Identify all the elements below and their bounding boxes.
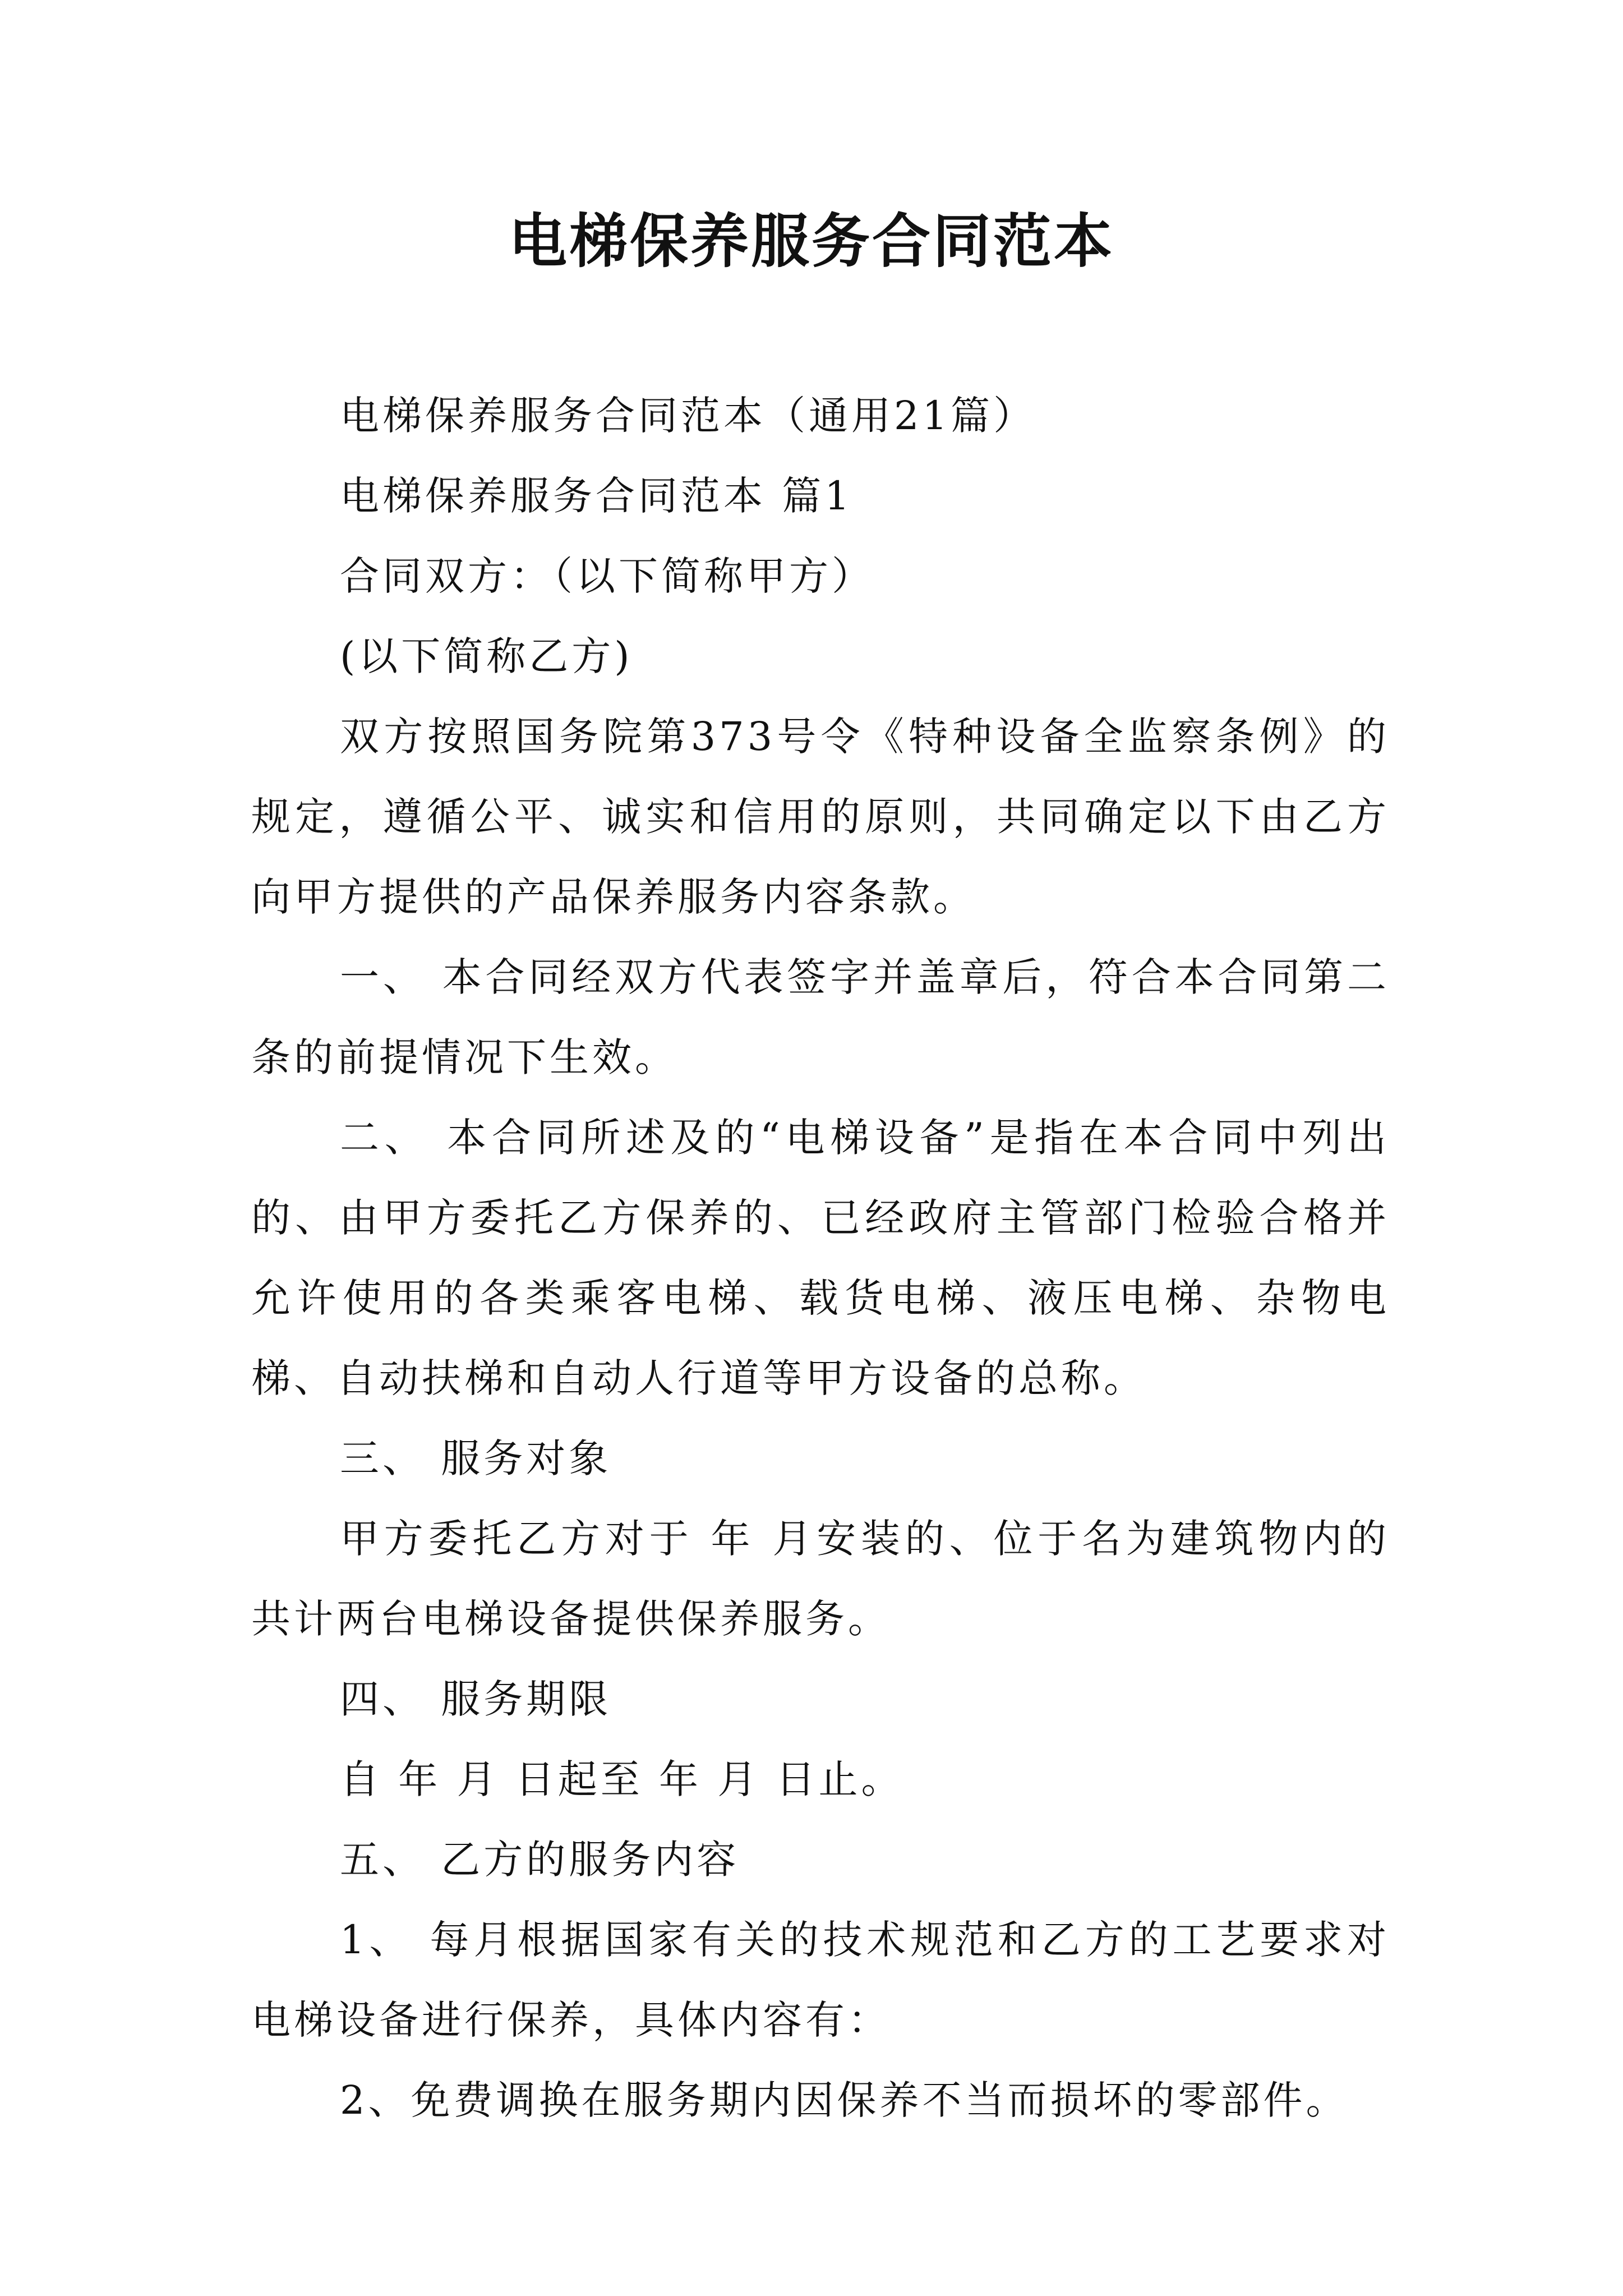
paragraph-clause-4-body: 自 年 月 日起至 年 月 日止。	[340, 1756, 904, 1802]
paragraph-clause-5-item-1: 1、 每月根据国家有关的技术规范和乙方的工艺要求对电梯设备进行保养，具体内容有：	[251, 1917, 1390, 2043]
paragraph-party-a: 合同双方：（以下简称甲方）	[340, 553, 874, 599]
document-body	[251, 376, 1390, 2141]
paragraph-subtitle: 电梯保养服务合同范本（通用21篇）	[340, 393, 1036, 439]
paragraph-clause-3-heading: 三、 服务对象	[340, 1435, 612, 1481]
document-title: 电梯保养服务合同范本	[508, 207, 1114, 275]
paragraph-clause-3-body: 甲方委托乙方对于 年 月安装的、位于名为建筑物内的共计两台电梯设备提供保养服务。	[251, 1516, 1390, 1642]
paragraph-clause-4-heading: 四、 服务期限	[340, 1676, 612, 1722]
paragraph-party-b: (以下简称乙方)	[340, 633, 633, 679]
paragraph-clause-5-item-2: 2、免费调换在服务期内因保养不当而损坏的零部件。	[340, 2077, 1349, 2123]
paragraph-clause-2: 二、 本合同所述及的“电梯设备”是指在本合同中列出的、由甲方委托乙方保养的、已经政府主管部门检验合格并允许使用的各类乘客电梯、载货电梯、液压电梯、杂物电梯、自动扶梯和自动人行道等甲方设备的总称。	[251, 1115, 1390, 1401]
paragraph-clause-5-heading: 五、 乙方的服务内容	[340, 1837, 740, 1883]
paragraph-preamble: 双方按照国务院第373号令《特种设备全监察条例》的规定，遵循公平、诚实和信用的原则，共同确定以下由乙方向甲方提供的产品保养服务内容条款。	[251, 714, 1390, 920]
paragraph-clause-1: 一、 本合同经双方代表签字并盖章后，符合本合同第二条的前提情况下生效。	[251, 954, 1390, 1080]
paragraph-section-heading: 电梯保养服务合同范本 篇1	[340, 473, 853, 519]
